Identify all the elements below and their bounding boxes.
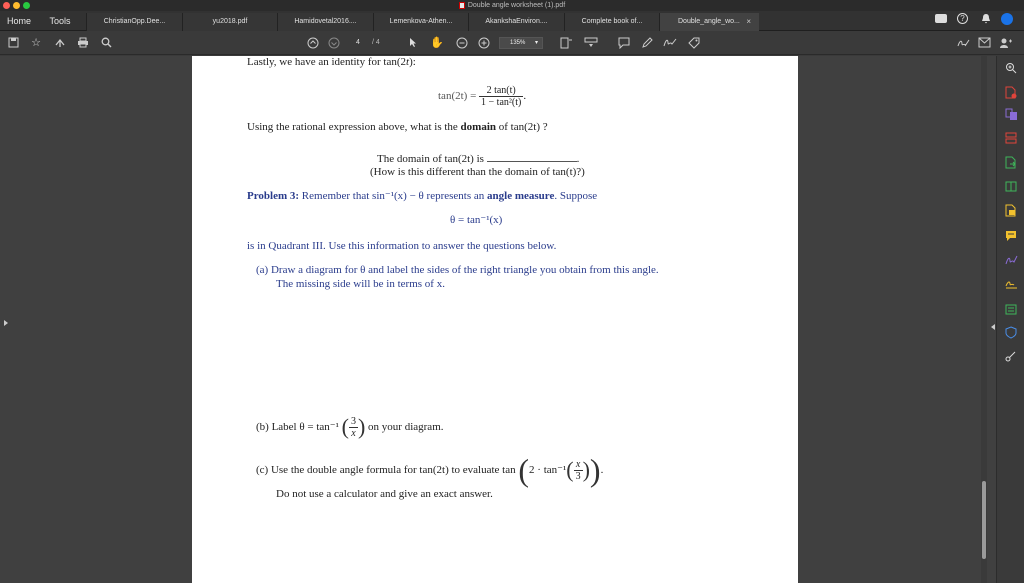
share-icon[interactable] xyxy=(53,37,67,49)
pdf-file-icon xyxy=(459,2,465,9)
part-c: (c) Use the double angle formula for tan(2t) to evaluate tan (2 · tan⁻¹( $\frac{x}{3}$ )). xyxy=(256,452,604,489)
chevron-down-icon: ▾ xyxy=(534,40,538,46)
comment-tool-icon[interactable] xyxy=(617,37,631,49)
window-title: Double angle worksheet (1).pdf xyxy=(0,0,1024,11)
tab-bar xyxy=(0,11,1024,31)
scroll-mode-icon[interactable] xyxy=(584,37,598,49)
page-fit-icon[interactable] xyxy=(560,37,574,49)
create-pdf-icon[interactable] xyxy=(1004,86,1018,100)
part-a-line-2: The missing side will be in terms of x. xyxy=(276,278,445,290)
doc-tab[interactable]: AkankshaEnviron.... xyxy=(468,13,564,31)
bell-icon[interactable] xyxy=(979,13,992,26)
zoom-in-icon[interactable] xyxy=(477,37,491,49)
comment-panel-icon[interactable] xyxy=(1004,230,1018,244)
doc-tab-active[interactable] xyxy=(659,13,759,31)
fill-sign-icon[interactable] xyxy=(1004,254,1018,268)
document-workspace xyxy=(0,56,1024,583)
add-user-icon[interactable] xyxy=(999,37,1013,49)
answer-blank[interactable] xyxy=(487,153,577,162)
theta-definition: θ = tan⁻¹(x) xyxy=(450,214,503,226)
zoom-search-icon[interactable] xyxy=(1004,62,1018,76)
identity-fraction: $\frac{2 \tan(t)}{\text{1 − tan²(t)}}$ xyxy=(481,84,522,108)
doc-tab[interactable]: Complete book of... xyxy=(564,13,659,31)
hand-tool-icon[interactable]: ✋ xyxy=(430,37,444,49)
part-a-line-1: (a) Draw a diagram for θ and label the sides of the right triangle you obtain from this angle. xyxy=(256,264,659,276)
part-b: (b) Label θ = tan⁻¹ ( $\frac{3}{x}$ ) on your diagram. xyxy=(256,414,444,440)
question-domain: Using the rational expression above, what is the domain of tan(2t) ? xyxy=(247,121,548,133)
tab-home[interactable]: Home xyxy=(6,16,31,26)
select-cursor-icon[interactable] xyxy=(406,37,420,49)
doc-tab[interactable]: yu2018.pdf xyxy=(182,13,277,31)
edit-sign-icon[interactable] xyxy=(957,37,971,49)
previous-page-icon[interactable] xyxy=(306,37,320,49)
doc-line: Lastly, we have an identity for tan(2t): xyxy=(247,56,416,68)
page-total: / 4 xyxy=(372,39,380,46)
toolbar xyxy=(0,31,1024,55)
part-c-fraction: $\frac{x}{3}$ xyxy=(575,458,581,482)
print-icon[interactable] xyxy=(76,37,90,49)
comment-icon[interactable] xyxy=(935,14,947,23)
tag-icon[interactable] xyxy=(687,37,701,49)
mail-icon[interactable] xyxy=(977,37,991,49)
signature-icon[interactable] xyxy=(663,37,677,49)
doc-tab[interactable]: Hamidovetal2016.... xyxy=(277,13,373,31)
quadrant-statement: is in Quadrant III. Use this information to answer the questions below. xyxy=(247,240,557,252)
scrollbar-thumb[interactable] xyxy=(982,481,986,559)
combine-files-icon[interactable] xyxy=(1004,108,1018,122)
account-avatar[interactable] xyxy=(1001,13,1013,25)
zoom-level-select[interactable] xyxy=(499,37,543,49)
collapse-right-panel-icon[interactable] xyxy=(991,324,995,330)
close-tab-icon[interactable]: × xyxy=(746,17,751,26)
page-number-input[interactable]: 4 xyxy=(356,39,360,46)
doc-tab-label: Double_angle_wo... xyxy=(678,18,740,25)
more-tools-icon[interactable] xyxy=(1004,350,1018,364)
part-b-fraction: $\frac{3}{x}$ xyxy=(350,415,356,439)
next-page-icon[interactable] xyxy=(327,37,341,49)
help-icon[interactable]: ? xyxy=(957,13,968,24)
part-c-instruction: Do not use a calculator and give an exact answer. xyxy=(276,488,493,500)
edit-pdf-icon[interactable] xyxy=(1004,204,1018,218)
highlight-pen-icon[interactable] xyxy=(640,37,654,49)
tools-pane xyxy=(996,56,1024,583)
search-icon[interactable] xyxy=(99,37,113,49)
domain-followup: (How is this different than the domain of tan(t)?) xyxy=(370,166,585,178)
shield-icon[interactable] xyxy=(1004,326,1018,340)
star-icon[interactable]: ☆ xyxy=(31,37,41,49)
problem-3-intro: Problem 3: Remember that sin⁻¹(x) − θ represents an angle measure. Suppose xyxy=(247,190,598,202)
title-bar xyxy=(0,0,1024,11)
protect-icon[interactable] xyxy=(1004,302,1018,316)
save-icon[interactable] xyxy=(6,37,20,49)
compress-pdf-icon[interactable] xyxy=(1004,180,1018,194)
doc-tab[interactable]: Lemenkova-Athen... xyxy=(373,13,468,31)
pdf-page xyxy=(192,56,798,583)
domain-answer-line: The domain of tan(2t) is . xyxy=(377,153,580,165)
tan-identity-equation: tan(2t) = $\frac{2 \tan(t)}{\text{1 − tan²(t)}}$ . xyxy=(438,84,527,108)
doc-tab[interactable]: ChristianOpp.Dee... xyxy=(86,13,182,31)
tab-tools[interactable]: Tools xyxy=(49,16,71,26)
send-for-signature-icon[interactable] xyxy=(1004,278,1018,292)
zoom-value: 135% xyxy=(510,40,526,46)
expand-left-panel-icon[interactable] xyxy=(4,320,8,326)
zoom-out-icon[interactable] xyxy=(455,37,469,49)
export-pdf-icon[interactable] xyxy=(1004,156,1018,170)
organize-pages-icon[interactable] xyxy=(1004,132,1018,146)
